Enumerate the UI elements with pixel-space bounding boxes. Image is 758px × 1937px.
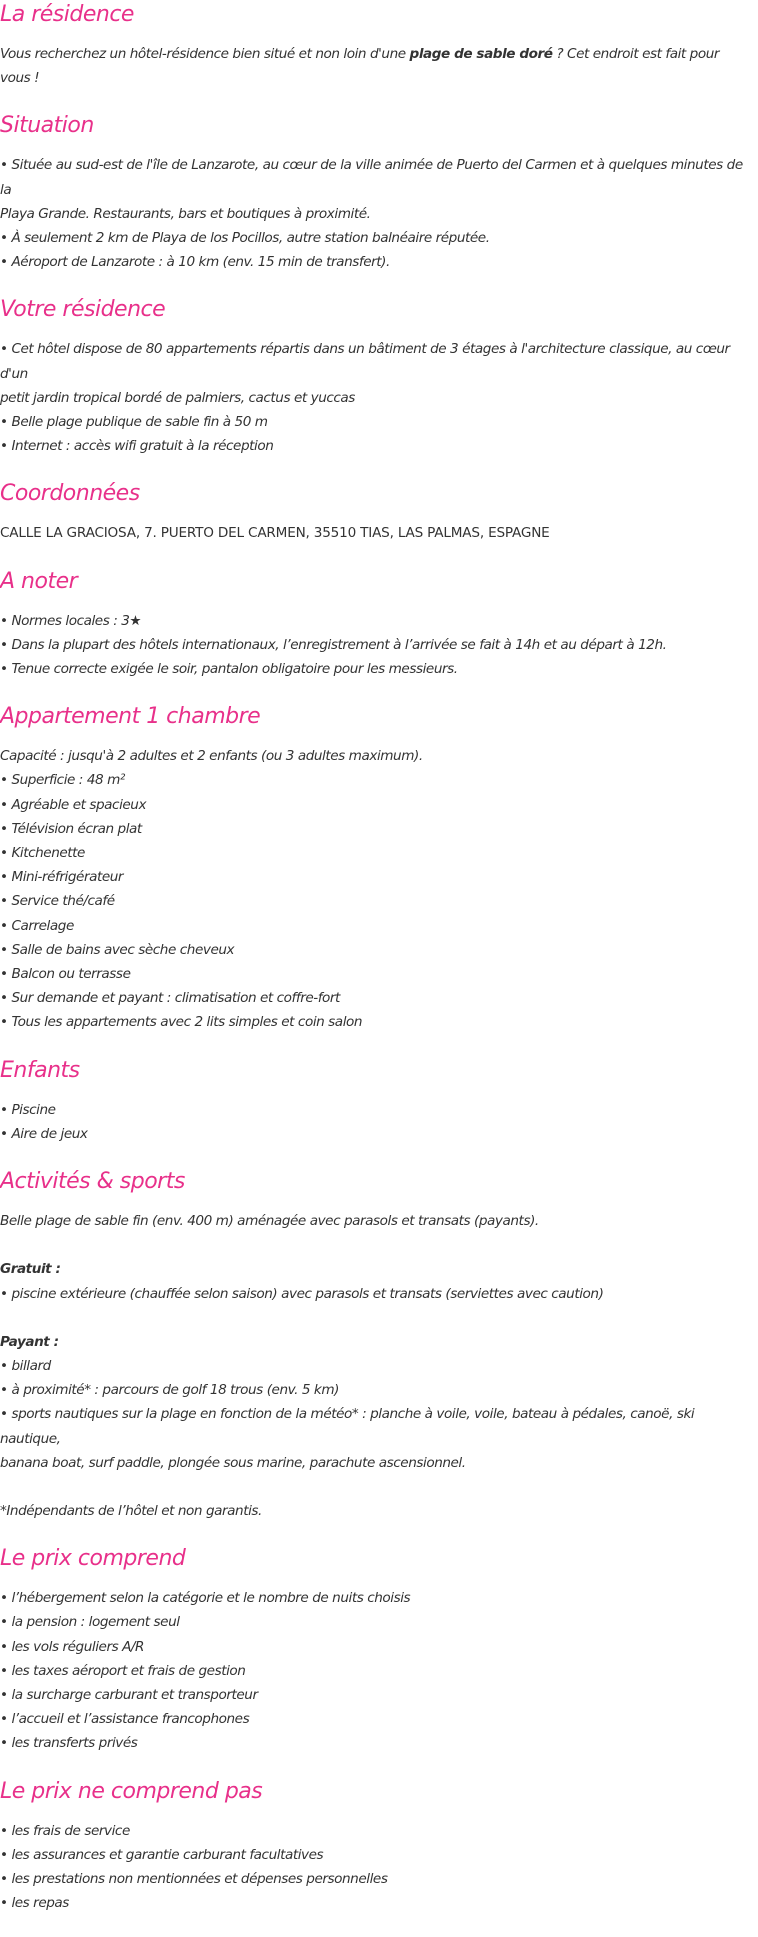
- prix-comprend-line: • l’hébergement selon la catégorie et le nombre de nuits choisis: [0, 1590, 411, 1607]
- noter-line: • Tenue correcte exigée le soir, pantalon obligatoire pour les messieurs.: [0, 661, 458, 678]
- payant-line: • billard: [0, 1357, 51, 1374]
- prix-ne-comprend-line: • les prestations non mentionnées et dépenses personnelles: [0, 1870, 388, 1887]
- prix-comprend-line: • les vols réguliers A/R: [0, 1638, 145, 1655]
- section-title-prix-comprend: Le prix comprend: [0, 1546, 186, 1572]
- section-situation: [0, 111, 750, 274]
- payant-line: • à proximité* : parcours de golf 18 trous (env. 5 km): [0, 1382, 339, 1399]
- section-title-coordonnees: Coordonnées: [0, 481, 140, 507]
- situation-line: Playa Grande. Restaurants, bars et boutiques à proximité.: [0, 205, 371, 222]
- section-title-appartement: Appartement 1 chambre: [0, 704, 261, 730]
- payant-line: • sports nautiques sur la plage en fonction de la météo* : planche à voile, voile, bateau à pédales, canoë, ski nautique,: [0, 1406, 695, 1447]
- section-coordonnees: [0, 479, 750, 545]
- section-appartement: [0, 702, 750, 1034]
- prix-comprend-line: • l’accueil et l’assistance francophones: [0, 1711, 250, 1728]
- appartement-line: • Tous les appartements avec 2 lits simples et coin salon: [0, 1014, 363, 1031]
- section-votre-residence: [0, 295, 750, 458]
- address-text: CALLE LA GRACIOSA, 7. PUERTO DEL CARMEN, 35510 TIAS, LAS PALMAS, ESPAGNE: [0, 525, 550, 542]
- prix-comprend-line: • les taxes aéroport et frais de gestion: [0, 1662, 246, 1679]
- section-title-enfants: Enfants: [0, 1057, 80, 1083]
- section-prix-ne-comprend-pas: [0, 1777, 750, 1916]
- gratuit-label-text: Gratuit :: [0, 1261, 61, 1278]
- payant-label: [0, 1330, 750, 1354]
- section-prix-comprend: [0, 1544, 750, 1755]
- section-a-noter: [0, 567, 750, 682]
- appartement-line: • Agréable et spacieux: [0, 796, 147, 813]
- spacer: [0, 1306, 750, 1330]
- intro-text-after: ? Cet endroit est fait pour vous !: [0, 46, 720, 87]
- activites-intro: Belle plage de sable fin (env. 400 m) aménagée avec parasols et transats (payants).: [0, 1213, 539, 1230]
- section-title-prix-ne-comprend-pas: Le prix ne comprend pas: [0, 1778, 263, 1804]
- prix-ne-comprend-line: • les assurances et garantie carburant facultatives: [0, 1846, 324, 1863]
- section-title-votre-residence: Votre résidence: [0, 297, 166, 323]
- payant-label-text: Payant :: [0, 1333, 59, 1350]
- section-enfants: [0, 1056, 750, 1146]
- prix-comprend-line: • la surcharge carburant et transporteur: [0, 1686, 258, 1703]
- enfants-line: • Aire de jeux: [0, 1125, 88, 1142]
- appartement-line: • Carrelage: [0, 917, 74, 934]
- section-title-residence: La résidence: [0, 2, 134, 27]
- situation-line: • Située au sud-est de l'île de Lanzarote, au cœur de la ville animée de Puerto del Carmen et à quelques minutes de la: [0, 157, 743, 198]
- residence-line: • Cet hôtel dispose de 80 appartements répartis dans un bâtiment de 3 étages à l'architecture classique, au cœur d'un: [0, 341, 730, 382]
- gratuit-line: • piscine extérieure (chauffée selon saison) avec parasols et transats (serviettes avec caution): [0, 1285, 604, 1302]
- appartement-line: • Service thé/café: [0, 893, 115, 910]
- noter-line: • Dans la plupart des hôtels internationaux, l’enregistrement à l’arrivée se fait à 14h et au départ à 12h.: [0, 636, 667, 653]
- section-title-situation: Situation: [0, 113, 94, 139]
- noter-line: • Normes locales : 3★: [0, 612, 142, 629]
- appartement-line: Capacité : jusqu'à 2 adultes et 2 enfants (ou 3 adultes maximum).: [0, 748, 423, 765]
- residence-line: petit jardin tropical bordé de palmiers, cactus et yuccas: [0, 389, 355, 406]
- appartement-line: • Sur demande et payant : climatisation et coffre-fort: [0, 990, 340, 1007]
- spacer: [0, 1233, 750, 1257]
- prix-comprend-line: • les transferts privés: [0, 1735, 138, 1752]
- situation-line: • À seulement 2 km de Playa de los Pocillos, autre station balnéaire réputée.: [0, 230, 490, 247]
- appartement-line: • Balcon ou terrasse: [0, 966, 131, 983]
- gratuit-label: [0, 1257, 750, 1281]
- intro-text: [0, 42, 750, 90]
- appartement-line: • Salle de bains avec sèche cheveux: [0, 941, 235, 958]
- section-title-a-noter: A noter: [0, 568, 78, 594]
- activites-note: *Indépendants de l’hôtel et non garantis.: [0, 1502, 262, 1519]
- spacer: [0, 1475, 750, 1499]
- payant-line: banana boat, surf paddle, plongée sous marine, parachute ascensionnel.: [0, 1454, 466, 1471]
- appartement-line: • Mini-réfrigérateur: [0, 869, 124, 886]
- enfants-line: • Piscine: [0, 1101, 56, 1118]
- section-activites: [0, 1167, 750, 1523]
- section-residence: [0, 0, 750, 90]
- prix-comprend-line: • la pension : logement seul: [0, 1614, 180, 1631]
- prix-ne-comprend-line: • les frais de service: [0, 1822, 130, 1839]
- appartement-line: • Superficie : 48 m²: [0, 772, 125, 789]
- section-title-activites: Activités & sports: [0, 1169, 185, 1195]
- intro-text-before: Vous recherchez un hôtel-résidence bien situé et non loin d'une: [0, 46, 410, 62]
- appartement-line: • Kitchenette: [0, 845, 85, 862]
- intro-text-bold: plage de sable doré: [409, 46, 553, 62]
- situation-line: • Aéroport de Lanzarote : à 10 km (env. 15 min de transfert).: [0, 254, 390, 271]
- residence-line: • Internet : accès wifi gratuit à la réception: [0, 438, 274, 455]
- prix-ne-comprend-line: • les repas: [0, 1895, 69, 1912]
- appartement-line: • Télévision écran plat: [0, 820, 142, 837]
- residence-line: • Belle plage publique de sable fin à 50 m: [0, 414, 268, 431]
